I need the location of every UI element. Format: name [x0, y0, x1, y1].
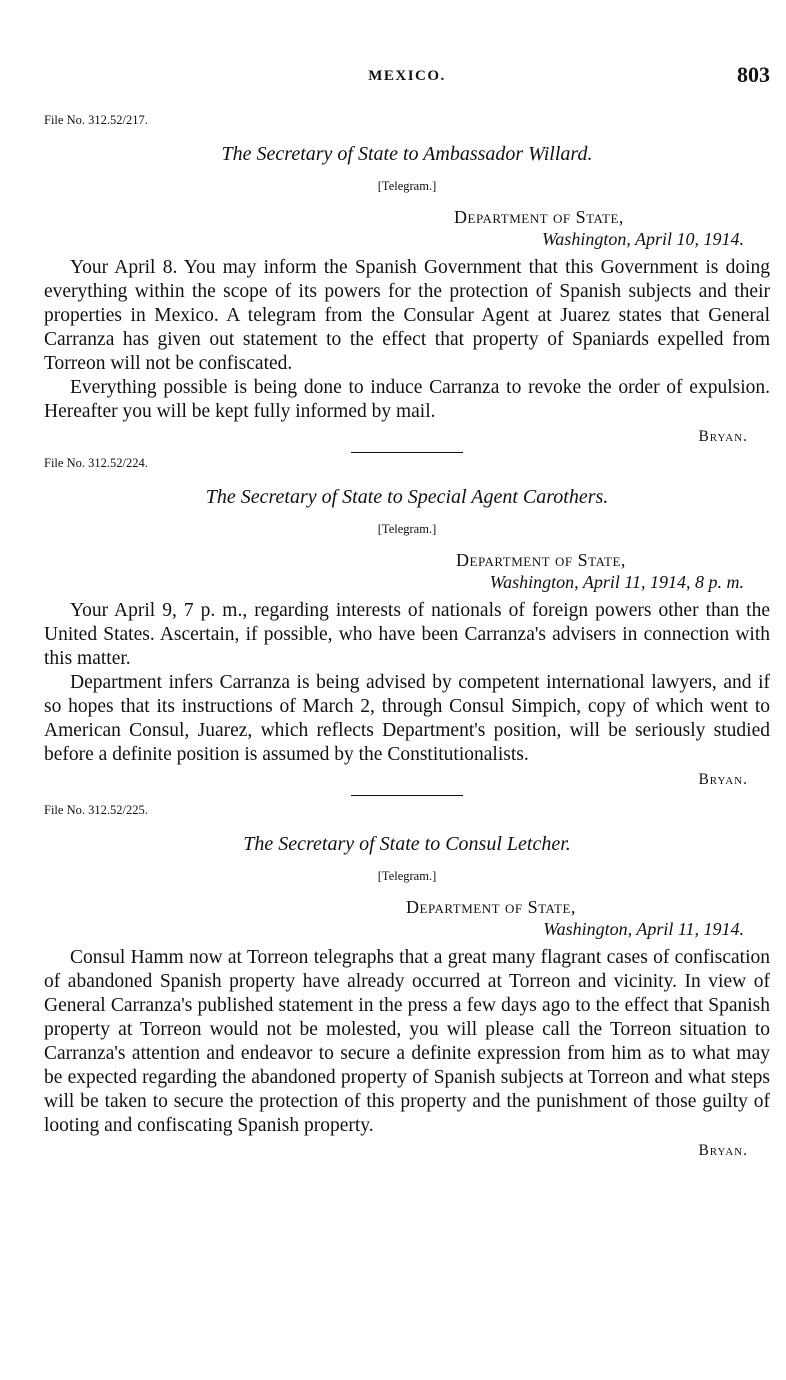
page-number: 803 [737, 62, 770, 87]
body-paragraph: Department infers Carranza is being advised by competent international lawyers, and if so hopes that its instructions of March 2, through Consul Simpich, copy of which went to American Consul, Juarez, which reflects Department's position, will be seriously studied before a definite position is assumed by the Constitutionalists. [44, 672, 770, 765]
file-number: File No. 312.52/217. [44, 113, 148, 127]
running-head-title: MEXICO. [368, 68, 446, 84]
dateline-department: Department of State, [406, 897, 576, 917]
document-title: The Secretary of State to Special Agent Carothers. [205, 486, 609, 508]
dateline-place-date: Washington, April 10, 1914. [541, 229, 744, 249]
document-type: [Telegram.] [377, 522, 437, 536]
telegram-section-2 [44, 455, 770, 796]
document-title: The Secretary of State to Consul Letcher. [243, 833, 571, 855]
file-number: File No. 312.52/225. [44, 803, 148, 817]
dateline-department: Department of State, [454, 207, 624, 227]
signature: Bryan. [698, 1142, 748, 1159]
body-paragraph: Your April 8. You may inform the Spanish Government that this Government is doing everything within the scope of its powers for the protection of Spanish subjects and their properties in Mexico. A telegram from the Consular Agent at Juarez states that General Carranza has given out statement to the effect that property of Spaniards expelled from Torreon will not be confiscated. [44, 257, 770, 374]
document-type: [Telegram.] [377, 869, 437, 883]
document-type: [Telegram.] [377, 179, 437, 193]
signature: Bryan. [698, 771, 748, 788]
signature: Bryan. [698, 428, 748, 445]
section-divider [351, 452, 463, 453]
section-divider [351, 795, 463, 796]
telegram-section-1 [44, 112, 770, 453]
body-paragraph: Everything possible is being done to induce Carranza to revoke the order of expulsion. Hereafter you will be kept fully informed by mail. [44, 377, 770, 422]
document-page [44, 62, 770, 1162]
telegram-section-3 [44, 802, 770, 1162]
dateline-department: Department of State, [456, 550, 626, 570]
body-paragraph: Your April 9, 7 p. m., regarding interests of nationals of foreign powers other than the United States. Ascertain, if possible, who have been Carranza's advisers in connection with this matter. [44, 600, 770, 669]
document-title: The Secretary of State to Ambassador Willard. [221, 143, 593, 165]
dateline [44, 896, 770, 940]
dateline-place-date: Washington, April 11, 1914, 8 p. m. [489, 572, 744, 592]
dateline [44, 549, 770, 593]
running-head [44, 62, 770, 92]
body-paragraph: Consul Hamm now at Torreon telegraphs that a great many flagrant cases of confiscation of abandoned Spanish property have already occurred at Torreon and vicinity. In view of General Carranza's published statement in the press a few days ago to the effect that Spanish property at Torreon would not be molested, you will please call the Torreon situation to Carranza's attention and endeavor to secure a definite expression from him as to what may be expected regarding the abandoned property of Spanish subjects at Torreon and what steps will be taken to secure the protection of this property and the punishment of those guilty of looting and confiscating Spanish property. [44, 947, 770, 1136]
dateline [44, 206, 770, 250]
dateline-place-date: Washington, April 11, 1914. [543, 919, 744, 939]
file-number: File No. 312.52/224. [44, 456, 148, 470]
